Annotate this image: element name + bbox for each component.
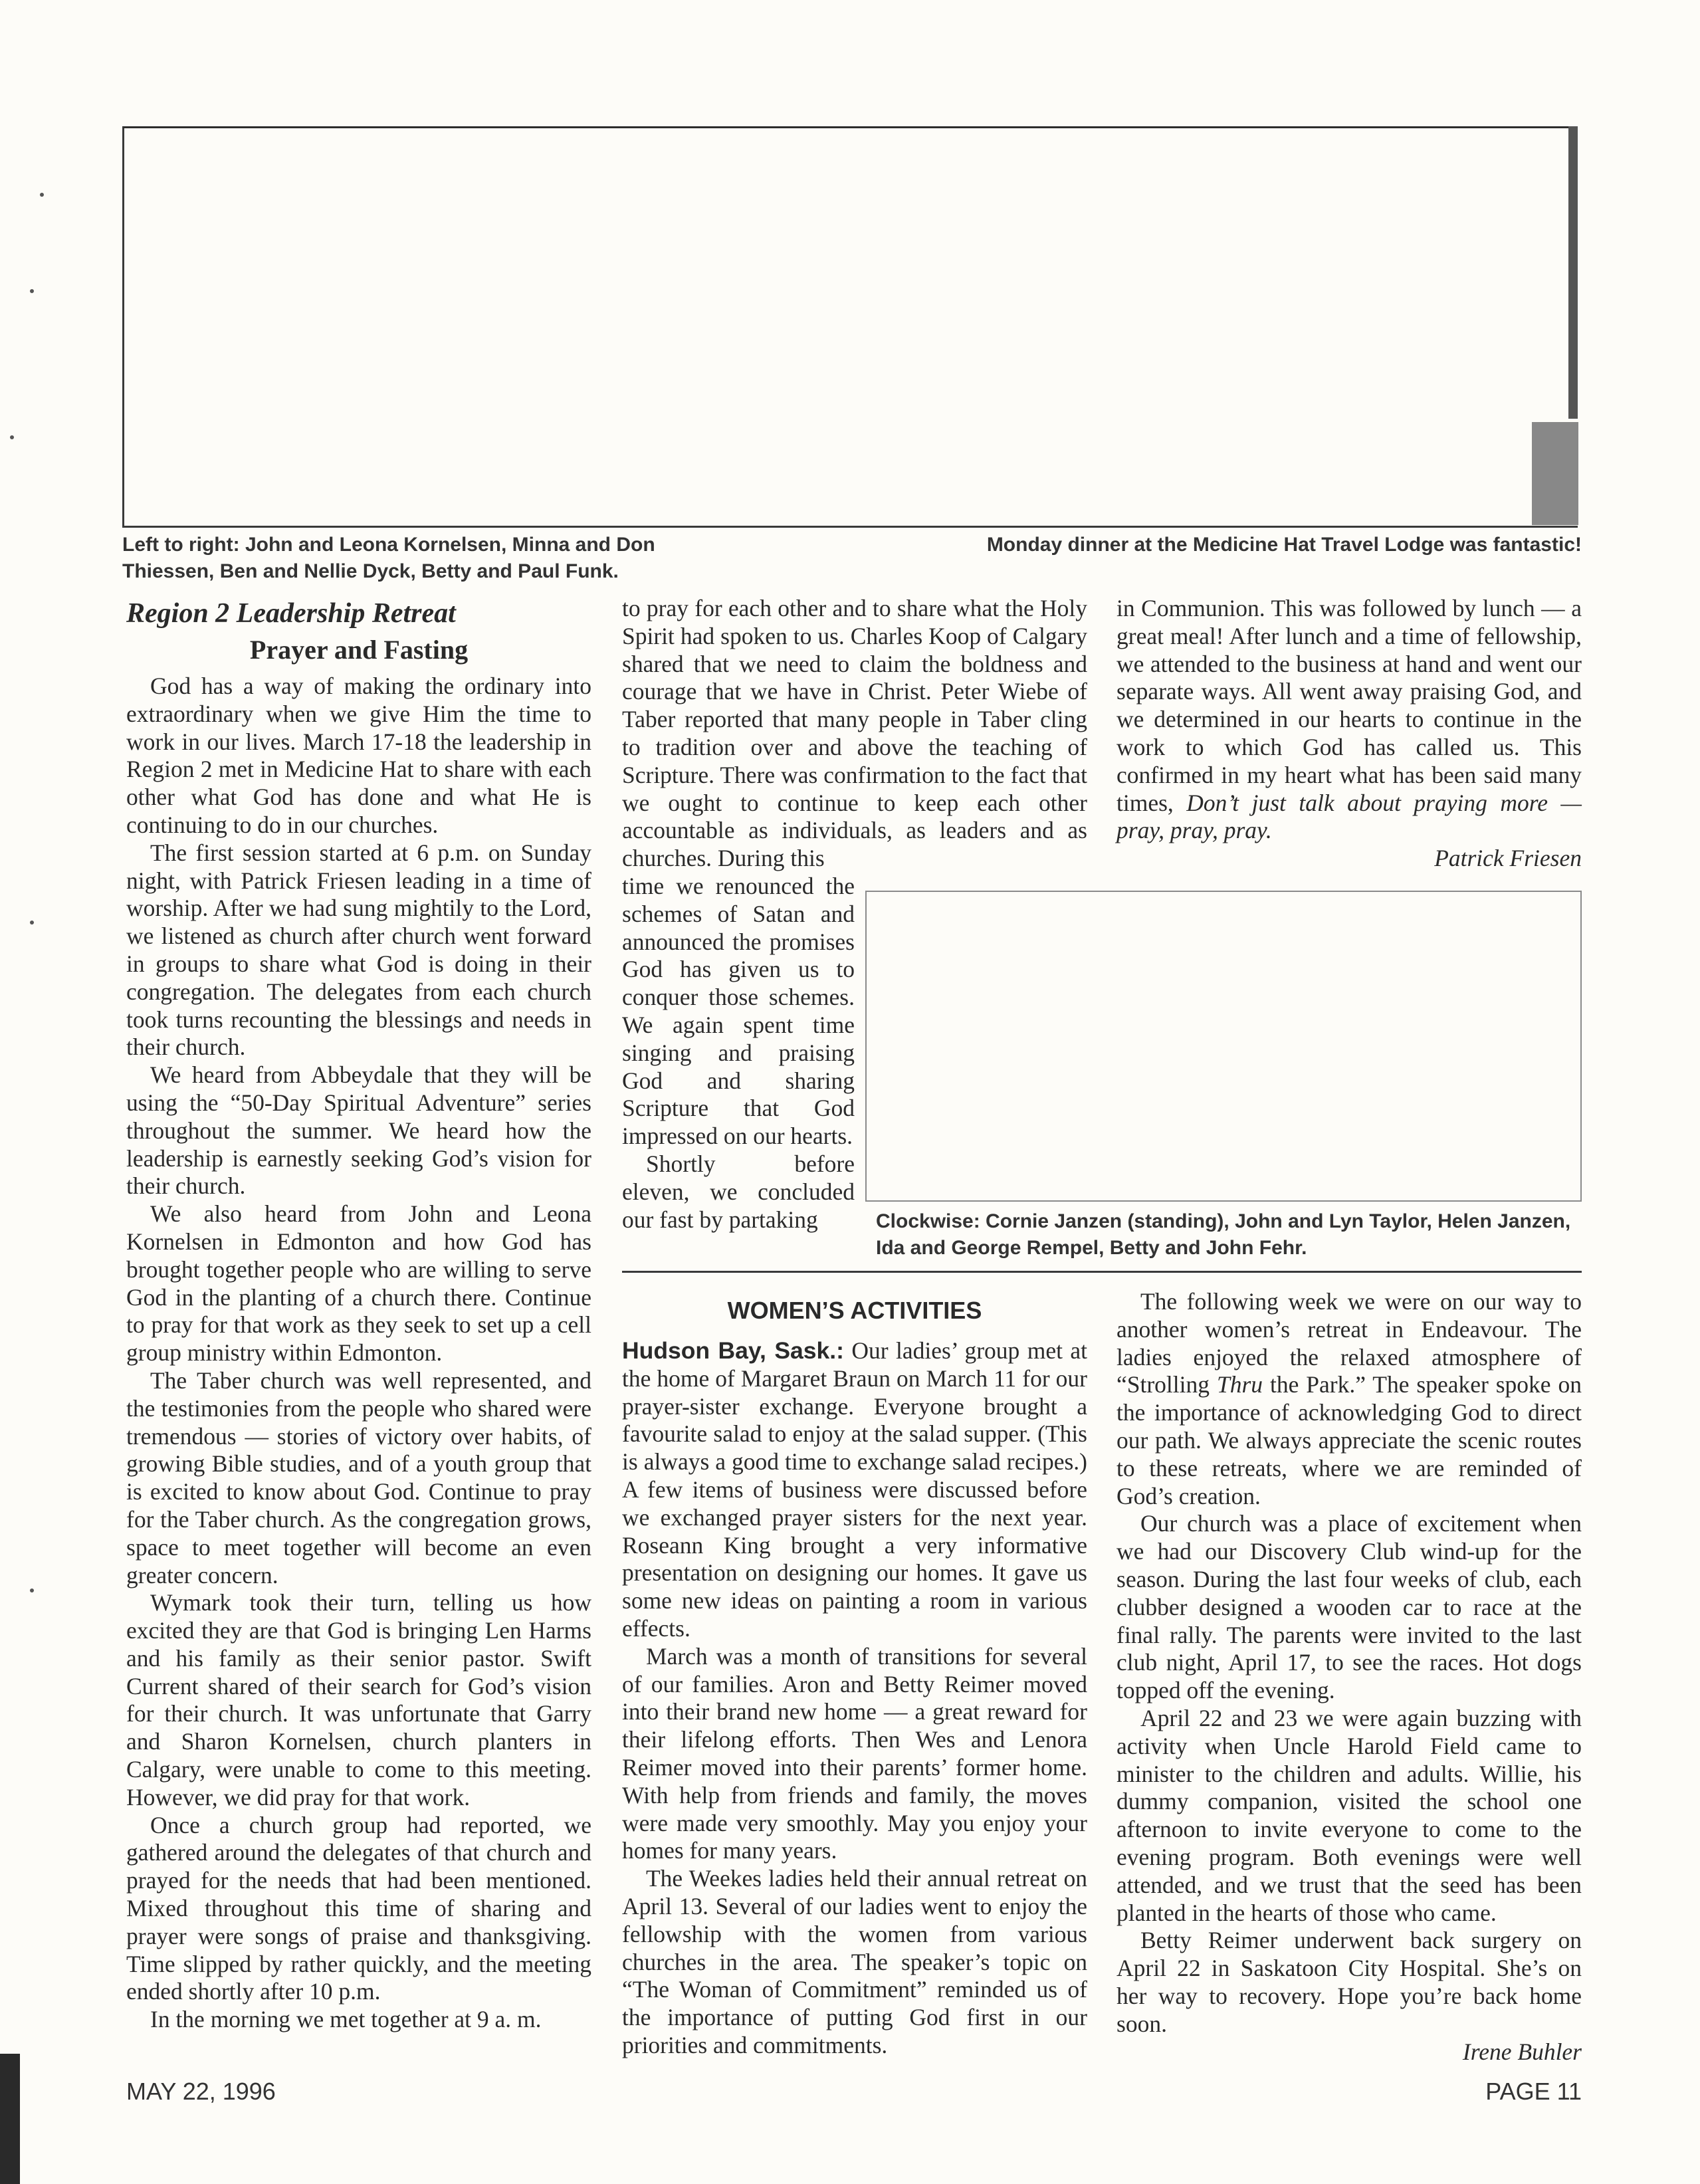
scan-mark [10,435,14,439]
retreat-signature: Patrick Friesen [1434,845,1582,872]
photo-top [122,126,1578,528]
emphasis-text: Thru [1216,1371,1263,1398]
paragraph: time we renounced the schemes of Satan and announced the promises God has given us to conquer those schemes. We again spent time singing and praising God and sharing Scripture that God impressed on our hearts. [622,873,855,1150]
retreat-column-3 [1116,595,1582,873]
women-signature: Irene Buhler [1462,2038,1582,2065]
footer-date: MAY 22, 1996 [126,2078,276,2105]
paragraph-text: in Communion. This was followed by lunch — a great meal! After lunch and a time of fellowship, we attended to the business at hand and went our separate ways. All went away praising God, and we determined in our hearts to continue in the work to which God has called us. This confirmed in my heart what has been said many times, [1116,595,1582,816]
women-column-2 [1116,1288,1582,2066]
paragraph: April 22 and 23 we were again buzzing with activity when Uncle Harold Field came to minister to the children and adults. Willie, his dummy companion, visited the school one afternoon to invite everyone to come to the evening program. Both evenings were well attended, and we trust that the seed has been planted in the hearts of those who came. [1116,1704,1582,1926]
paragraph: March was a month of transitions for several of our families. Aron and Betty Reimer moved into their brand new home — a great reward for their lifelong efforts. Then Wes and Lenora Reimer moved into their parents’ former home. With help from friends and family, the moves were made very smoothly. May you enjoy your homes for many years. [622,1642,1087,1864]
scan-mark [30,921,34,925]
paragraph: The first session started at 6 p.m. on Sunday night, with Patrick Friesen leading in a time of worship. After we had sung mightily to the Lord, we listened as church after church went forward in groups to share what God is doing in their congregation. The delegates from each church took turns recounting the blessings and needs in their church. [126,839,591,1061]
scan-mark [30,1588,34,1592]
paragraph [1116,595,1582,845]
paragraph: In the morning we met together at 9 a. m. [150,2006,542,2033]
scan-mark [40,193,44,197]
retreat-column-2 [622,595,1087,873]
paragraph: We heard from Abbeydale that they will be using the “50-Day Spiritual Adventure” series throughout the summer. We heard how the leadership is earnestly seeking God’s vision for their church. [126,1061,591,1200]
caption-middle: Clockwise: Cornie Janzen (standing), John and Lyn Taylor, Helen Janzen, Ida and George Rempel, Betty and John Fehr. [876,1210,1571,1259]
paragraph: The Taber church was well represented, and the testimonies from the people who shared were tremendous — stories of victory over habits, of growing Bible studies, and of a youth group that is excited to know about God. Continue to pray for the Taber church. As the congregation grows, space to meet together will become an even greater concern. [126,1366,591,1588]
paragraph: Shortly before eleven, we concluded our fast by partaking [622,1150,855,1233]
paragraph-text: Our ladies’ group met at the home of Margaret Braun on March 11 for our prayer-sister exchange. Everyone brought a favourite salad to enjoy at the salad supper. (This is always a good time to exchange salad recipes.) A few items of business were discussed before we exchanged prayer sisters for the next year. Roseann King brought a very informative presentation on designing our homes. It gave us some new ideas on painting a room in various effects. [622,1337,1088,1642]
women-column-1 [622,1296,1087,2060]
retreat-column-1 [126,597,591,2034]
section-divider [622,1271,1582,1273]
photo-top-edge [1568,126,1578,419]
paragraph: Betty Reimer underwent back surgery on April 22 in Saskatoon City Hospital. She’s on her way to recovery. Hope you’re back home soon. [1116,1927,1582,2037]
photo-middle [865,891,1582,1202]
paragraph: Once a church group had reported, we gathered around the delegates of that church and prayed for the needs that had been mentioned. Mixed throughout this time of sharing and prayer were songs of praise and thanksgiving. Time slipped by rather quickly, and the meeting ended shortly after 10 p.m. [126,1811,591,2005]
footer-page-number: PAGE 11 [1485,2078,1582,2105]
paragraph: God has a way of making the ordinary into extraordinary when we give Him the time to work in our lives. March 17-18 the leadership in Region 2 met in Medicine Hat to share with each other what God has done and what He is continuing to do in our churches. [126,673,591,838]
paragraph: to pray for each other and to share what the Holy Spirit had spoken to us. Charles Koop of Calgary shared that we need to claim the boldness and courage that we have in Christ. Peter Wiebe of Taber reported that many people in Taber cling to tradition over and above the teaching of Scripture. There was confirmation to the fact that we ought to continue to keep each other accountable as individuals, as leaders and as churches. During this [622,595,1087,872]
photo-top-corner [1532,422,1578,525]
retreat-title: Region 2 Leadership Retreat [126,598,456,629]
scan-mark [30,289,34,293]
paragraph: We also heard from John and Leona Kornelsen in Edmonton and how God has brought together people who are willing to serve God in the planting of a church there. Continue to pray for that work as they seek to set up a cell group ministry within Edmonton. [126,1200,591,1366]
paragraph [1116,1288,1582,1510]
retreat-subtitle: Prayer and Fasting [249,635,469,665]
paragraph-text: The following week we were on our way to another women’s retreat in Endeavour. The ladies enjoyed the relaxed atmosphere of “Strolling [1116,1288,1582,1398]
lead-place: Hudson Bay, Sask.: [622,1337,844,1364]
paragraph: Wymark took their turn, telling us how excited they are that God is bringing Len Harms and his family as their senior pastor. Swift Current shared of their search for God’s vision for their church. It was unfortunate that Garry and Sharon Kornelsen, church planters in Calgary, were unable to come to this meeting. However, we did pray for that work. [126,1589,591,1810]
caption-top-left: Left to right: John and Leona Kornelsen, Minna and Don Thiessen, Ben and Nellie Dyck, Betty and Paul Funk. [122,534,655,582]
paragraph [622,1337,1087,1643]
emphasis-text: Don’t just talk about praying more — pray, pray, pray. [1116,789,1582,844]
paragraph-text: the Park.” The speaker spoke on the importance of acknowledging God to direct our path. We always appreciate the scenic routes to these retreats, where we are reminded of God’s creation. [1116,1371,1582,1509]
paragraph: The Weekes ladies held their annual retreat on April 13. Several of our ladies went to enjoy the fellowship with the women from various churches in the area. The speaker’s topic on “The Woman of Commitment” reminded us of the importance of putting God first in our priorities and commitments. [622,1865,1087,2058]
retreat-column-2-narrow [622,873,855,1234]
binding-edge [0,2054,20,2184]
women-heading: WOMEN’S ACTIVITIES [727,1297,982,1324]
caption-top-right: Monday dinner at the Medicine Hat Travel Lodge was fantastic! [986,534,1582,556]
paragraph: Our church was a place of excitement when we had our Discovery Club wind-up for the season. During the last four weeks of club, each clubber designed a wooden car to race at the final rally. The parents were invited to the last club night, April 17, to see the races. Hot dogs topped off the evening. [1116,1510,1582,1704]
